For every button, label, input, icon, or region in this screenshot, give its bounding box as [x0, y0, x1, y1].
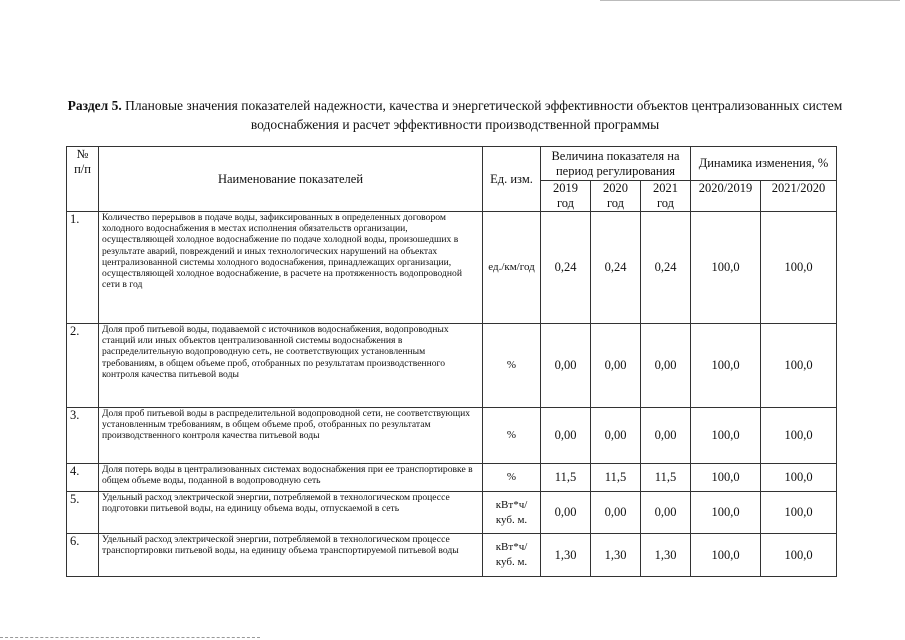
- row-dyn-1: 100,0: [691, 492, 761, 534]
- row-num: 5.: [67, 492, 99, 534]
- row-num: 3.: [67, 408, 99, 464]
- row-name: Доля проб питьевой воды, подаваемой с источников водоснабжения, водопроводных станций или иных объектов централизованной системы водоснабжения в распределительную водопроводную сеть, не соответствующих установленным требованиям, в общем объеме проб, отобранных по результатам производственного контроля качества питьевой воды: [99, 324, 483, 408]
- row-name: Доля потерь воды в централизованных системах водоснабжения при ее транспортировке в общем объеме воды, поданной в водопроводную сеть: [99, 464, 483, 492]
- header-num: № п/п: [67, 147, 99, 212]
- row-unit: кВт*ч/ куб. м.: [483, 534, 541, 577]
- row-unit: ед./км/год: [483, 212, 541, 324]
- row-name: Удельный расход электрической энергии, потребляемой в технологическом процессе транспортировки питьевой воды, на единицу объема транспортируемой питьевой воды: [99, 534, 483, 577]
- row-value-2021: 0,00: [641, 492, 691, 534]
- header-dynamics: Динамика изменения, %: [691, 147, 837, 181]
- row-dyn-2: 100,0: [761, 212, 837, 324]
- row-dyn-1: 100,0: [691, 212, 761, 324]
- table-row: [67, 534, 837, 577]
- row-value-2021: 0,00: [641, 408, 691, 464]
- row-unit: %: [483, 464, 541, 492]
- row-value-2020: 0,00: [591, 324, 641, 408]
- section-heading: [60, 96, 850, 134]
- row-dyn-1: 100,0: [691, 408, 761, 464]
- row-unit: кВт*ч/ куб. м.: [483, 492, 541, 534]
- table-row: [67, 324, 837, 408]
- header-year-2021: 2021 год: [641, 181, 691, 212]
- row-value-2019: 0,00: [541, 492, 591, 534]
- table-row: [67, 464, 837, 492]
- row-name: Количество перерывов в подаче воды, зафиксированных в определенных договором холодного водоснабжения в местах исполнения обязательств организации, осуществляющей холодное водоснабжение по подаче холодной воды, произошедших в результате аварий, повреждений и иных технологических нарушений на объектах централизованной системы холодного водоснабжения, принадлежащих организации, осуществляющей холодное водоснабжение, в расчете на протяженность водопроводной сети в год: [99, 212, 483, 324]
- row-num: 1.: [67, 212, 99, 324]
- row-name: Доля проб питьевой воды в распределительной водопроводной сети, не соответствующих установленным требованиям, в общем объеме проб, отобранных по результатам производственного контроля качества питьевой воды: [99, 408, 483, 464]
- row-dyn-2: 100,0: [761, 492, 837, 534]
- header-row-top: [67, 147, 837, 181]
- row-dyn-2: 100,0: [761, 408, 837, 464]
- row-value-2019: 1,30: [541, 534, 591, 577]
- row-value-2019: 0,00: [541, 408, 591, 464]
- row-value-2020: 11,5: [591, 464, 641, 492]
- scan-bottom-line: [0, 637, 260, 638]
- row-dyn-2: 100,0: [761, 464, 837, 492]
- header-name: Наименование показателей: [99, 147, 483, 212]
- row-num: 4.: [67, 464, 99, 492]
- row-dyn-2: 100,0: [761, 534, 837, 577]
- row-dyn-1: 100,0: [691, 324, 761, 408]
- section-title: Плановые значения показателей надежности, качества и энергетической эффективности объектов централизованных систем водоснабжения и расчет эффективности производственной программы: [121, 98, 843, 132]
- scan-top-line: [600, 0, 900, 1]
- section-number: Раздел 5.: [67, 98, 122, 113]
- header-unit: Ед. изм.: [483, 147, 541, 212]
- row-value-2020: 1,30: [591, 534, 641, 577]
- row-value-2020: 0,00: [591, 408, 641, 464]
- row-value-2019: 0,24: [541, 212, 591, 324]
- header-year-2019: 2019 год: [541, 181, 591, 212]
- header-dyn-2020-2019: 2020/2019: [691, 181, 761, 212]
- row-dyn-1: 100,0: [691, 534, 761, 577]
- row-num: 2.: [67, 324, 99, 408]
- row-unit: %: [483, 408, 541, 464]
- row-value-2020: 0,24: [591, 212, 641, 324]
- header-dyn-2021-2020: 2021/2020: [761, 181, 837, 212]
- row-unit: %: [483, 324, 541, 408]
- header-period: Величина показателя на период регулирования: [541, 147, 691, 181]
- table-row: [67, 492, 837, 534]
- row-dyn-1: 100,0: [691, 464, 761, 492]
- indicators-table: [66, 146, 837, 577]
- row-name: Удельный расход электрической энергии, потребляемой в технологическом процессе подготовки питьевой воды, на единицу объема воды, отпускаемой в сеть: [99, 492, 483, 534]
- row-value-2019: 0,00: [541, 324, 591, 408]
- header-year-2020: 2020 год: [591, 181, 641, 212]
- row-value-2021: 0,00: [641, 324, 691, 408]
- row-num: 6.: [67, 534, 99, 577]
- row-value-2021: 11,5: [641, 464, 691, 492]
- row-value-2021: 0,24: [641, 212, 691, 324]
- row-dyn-2: 100,0: [761, 324, 837, 408]
- row-value-2020: 0,00: [591, 492, 641, 534]
- table-row: [67, 212, 837, 324]
- row-value-2021: 1,30: [641, 534, 691, 577]
- table-row: [67, 408, 837, 464]
- row-value-2019: 11,5: [541, 464, 591, 492]
